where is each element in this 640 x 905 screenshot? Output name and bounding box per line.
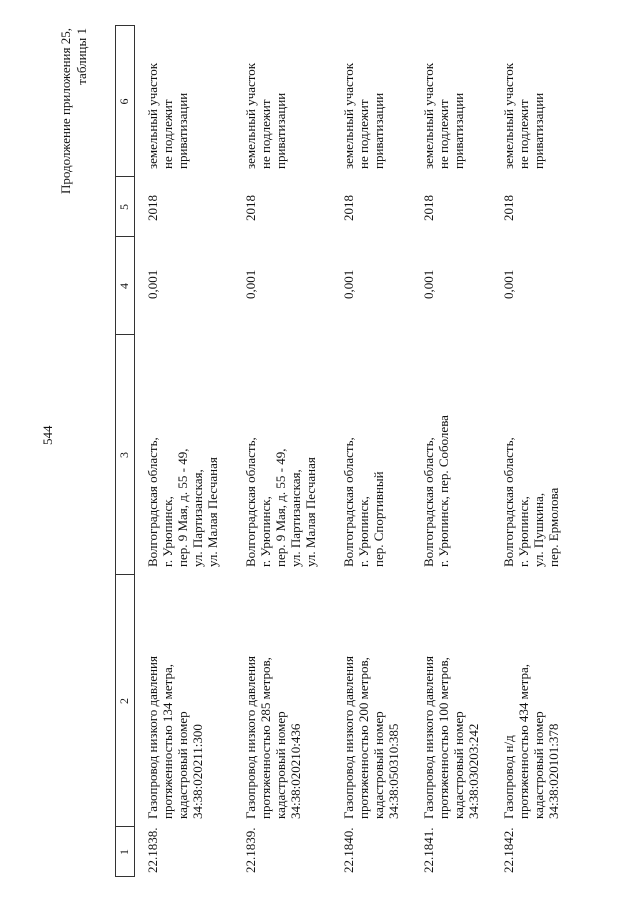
row-number: 22.1838. — [145, 827, 160, 873]
header-col-3: 3 — [117, 452, 131, 458]
object-area: 0,001 — [421, 269, 436, 299]
continuation-line-2: таблицы 1 — [74, 28, 89, 85]
object-name: Газопровод н/д протяженностью 434 метра, кадастровый номер 34:38:020101:378 — [501, 663, 561, 819]
object-name: Газопровод низкого давления протяженностью 100 метров, кадастровый номер 34:38:030203:242 — [421, 656, 481, 819]
header-col-6: 6 — [117, 98, 131, 105]
object-address: Волгоградская область, г. Урюпинск, пер. Соболева — [421, 415, 451, 567]
object-note: земельный участок не подлежит приватизации — [501, 62, 546, 169]
header-col-1: 1 — [117, 849, 131, 855]
object-year: 2018 — [501, 195, 516, 221]
object-year: 2018 — [341, 195, 356, 221]
object-note: земельный участок не подлежит приватизации — [341, 62, 386, 169]
object-address: Волгоградская область, г. Урюпинск, пер. Спортивный — [341, 437, 386, 567]
object-address: Волгоградская область, г. Урюпинск, ул. Пушкина, пер. Ермолова — [501, 437, 561, 567]
header-col-5: 5 — [117, 204, 131, 210]
object-year: 2018 — [243, 195, 258, 221]
object-note: земельный участок не подлежит приватизации — [421, 62, 466, 169]
header-col-2: 2 — [117, 698, 131, 704]
object-year: 2018 — [421, 195, 436, 221]
header-col-4: 4 — [117, 283, 131, 289]
page-number: 544 — [40, 425, 55, 445]
continuation-caption — [58, 28, 90, 194]
object-note: земельный участок не подлежит приватизации — [145, 62, 190, 169]
table-header-row — [115, 25, 135, 877]
object-address: Волгоградская область, г. Урюпинск, пер. 9 Мая, д. 55 - 49, ул. Партизанская, ул. Малая Песчаная — [243, 437, 318, 567]
object-name: Газопровод низкого давления протяженностью 200 метров, кадастровый номер 34:38:050310:385 — [341, 656, 401, 819]
row-number: 22.1841. — [421, 827, 436, 873]
object-name: Газопровод низкого давления протяженностью 134 метра, кадастровый номер 34:38:020211:300 — [145, 656, 205, 819]
object-address: Волгоградская область, г. Урюпинск, пер. 9 Мая, д. 55 - 49, ул. Партизанская, ул. Малая Песчаная — [145, 437, 220, 567]
row-number: 22.1839. — [243, 827, 258, 873]
object-area: 0,001 — [501, 269, 516, 299]
row-number: 22.1840. — [341, 827, 356, 873]
object-area: 0,001 — [145, 269, 160, 299]
object-area: 0,001 — [243, 269, 258, 299]
row-number: 22.1842. — [501, 827, 516, 873]
property-table — [115, 25, 635, 877]
continuation-line-1: Продолжение приложения 25, — [58, 28, 73, 195]
object-area: 0,001 — [341, 269, 356, 299]
object-note: земельный участок не подлежит приватизации — [243, 62, 288, 169]
object-year: 2018 — [145, 195, 160, 221]
object-name: Газопровод низкого давления протяженностью 285 метров, кадастровый номер 34:38:020210:436 — [243, 656, 303, 819]
